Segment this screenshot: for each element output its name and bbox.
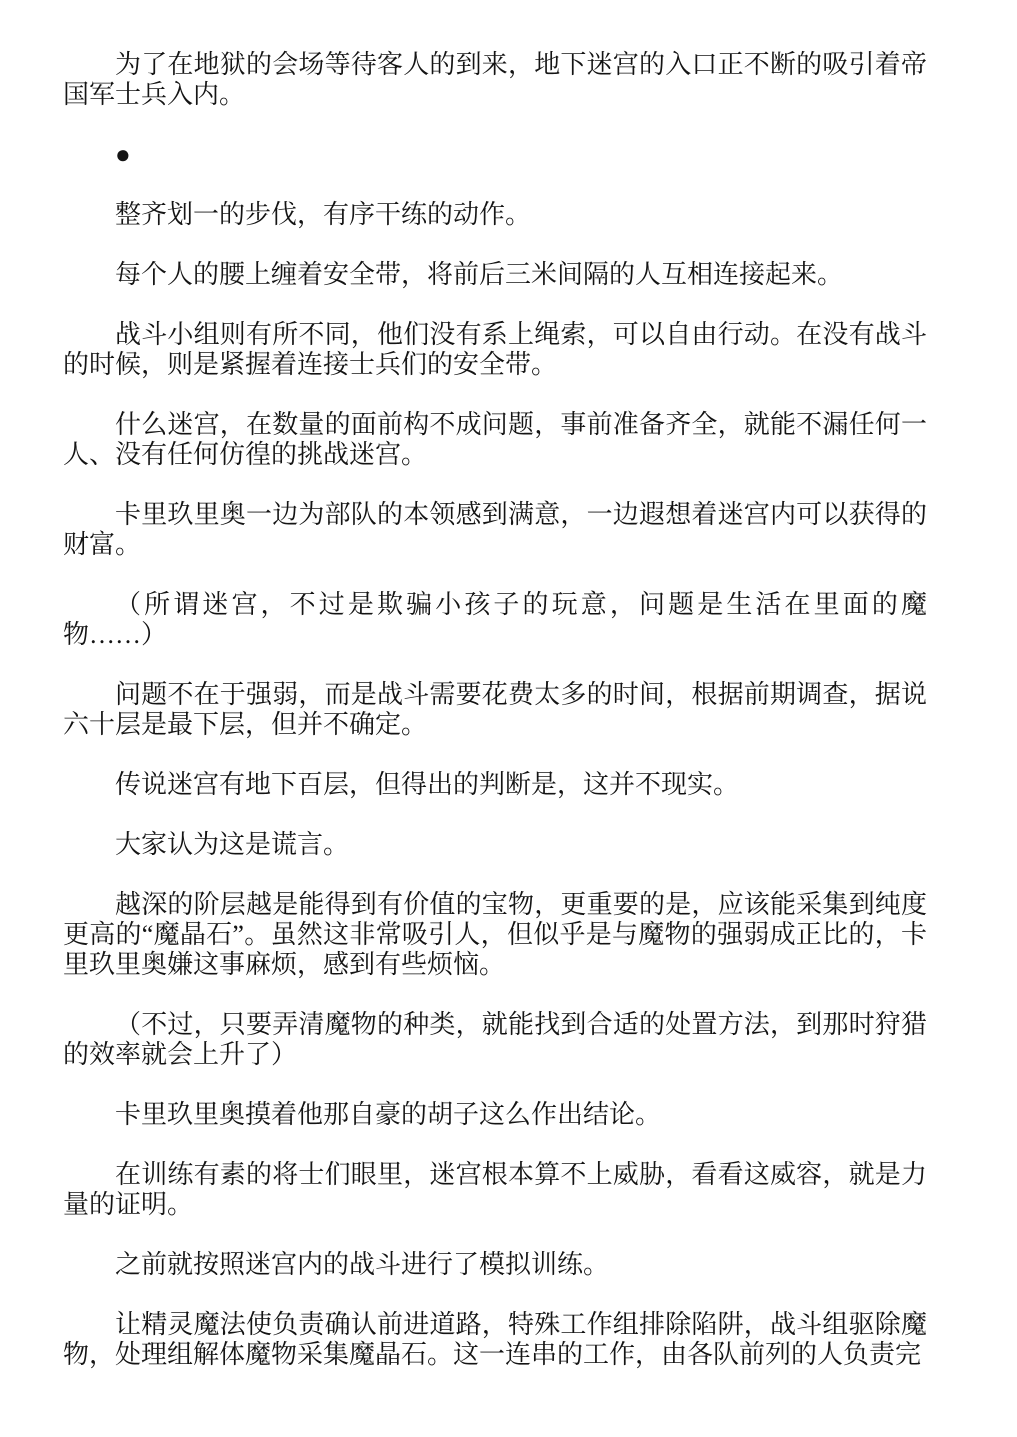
paragraph: 卡里玖里奥摸着他那自豪的胡子这么作出结论。 [115,1100,662,1129]
paragraph: 之前就按照迷宫内的战斗进行了模拟训练。 [115,1250,610,1279]
paragraph: 为了在地狱的会场等待客人的到来，地下迷宫的入口正不断的吸引着帝国军士兵入内。 [63,50,927,109]
paragraph: （不过，只要弄清魔物的种类，就能找到合适的处置方法，到那时狩猎的效率就会上升了） [63,1010,927,1069]
paragraph: 问题不在于强弱，而是战斗需要花费太多的时间，根据前期调查，据说六十层是最下层，但并不确定。 [63,680,927,739]
paragraph: 在训练有素的将士们眼里，迷宫根本算不上威胁，看看这威容，就是力量的证明。 [63,1160,927,1219]
paragraph: 越深的阶层越是能得到有价值的宝物，更重要的是，应该能采集到纯度更高的“魔晶石”。虽然这非常吸引人，但似乎是与魔物的强弱成正比的，卡里玖里奥嫌这事麻烦，感到有些烦恼。 [63,890,927,979]
paragraph: 战斗小组则有所不同，他们没有系上绳索，可以自由行动。在没有战斗的时候，则是紧握着连接士兵们的安全带。 [63,320,927,379]
paragraph: （所谓迷宫，不过是欺骗小孩子的玩意，问题是生活在里面的魔物……） [63,590,927,649]
paragraph: 传说迷宫有地下百层，但得出的判断是，这并不现实。 [115,770,740,799]
paragraph: 卡里玖里奥一边为部队的本领感到满意，一边遐想着迷宫内可以获得的财富。 [63,500,927,559]
paragraph: 大家认为这是谎言。 [115,830,350,859]
paragraph: 每个人的腰上缠着安全带，将前后三米间隔的人互相连接起来。 [115,260,844,289]
paragraph: 整齐划一的步伐，有序干练的动作。 [115,200,532,229]
paragraph: 什么迷宫，在数量的面前构不成问题，事前准备齐全，就能不漏任何一人、没有任何仿徨的挑战迷宫。 [63,410,927,469]
section-break-bullet: ● [115,140,131,169]
paragraph: 让精灵魔法使负责确认前进道路，特殊工作组排除陷阱，战斗组驱除魔物，处理组解体魔物采集魔晶石。这一连串的工作，由各队前列的人负责完 [63,1310,927,1369]
